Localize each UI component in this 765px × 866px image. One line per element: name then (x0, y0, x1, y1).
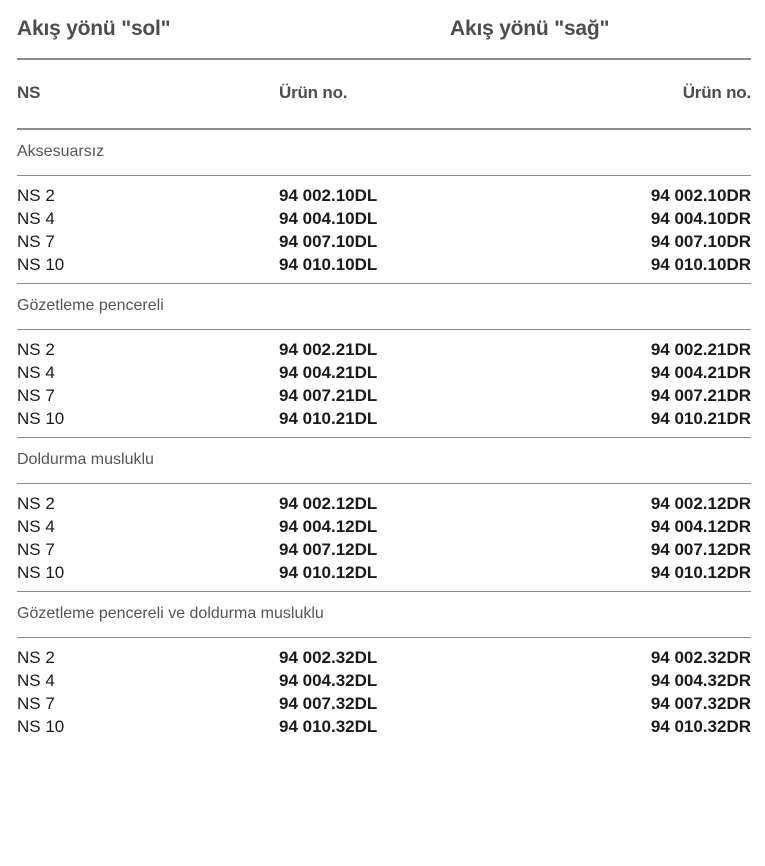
table-row (17, 492, 751, 515)
product-table (17, 0, 751, 745)
table-row (17, 715, 751, 738)
left-product-no: 94 010.32DL (279, 717, 378, 736)
ns-column-header: NS (17, 83, 41, 102)
left-product-no: 94 007.12DL (279, 540, 378, 559)
left-product-no: 94 004.21DL (279, 363, 378, 382)
left-product-no: 94 002.21DL (279, 340, 378, 359)
table-row (17, 338, 751, 361)
left-product-no: 94 004.10DL (279, 209, 378, 228)
right-product-no: 94 007.12DR (650, 540, 751, 559)
right-product-no: 94 010.10DR (650, 255, 751, 274)
right-product-no: 94 007.10DR (650, 232, 751, 251)
left-product-no: 94 010.21DL (279, 409, 378, 428)
left-product-no: 94 002.32DL (279, 648, 378, 667)
product-group (17, 284, 751, 438)
right-product-no: 94 010.12DR (650, 563, 751, 582)
product-group (17, 592, 751, 745)
table-row (17, 184, 751, 207)
ns-cell: NS 10 (17, 563, 65, 582)
ns-cell: NS 7 (17, 232, 55, 251)
right-product-no: 94 010.21DR (650, 409, 751, 428)
ns-cell: NS 7 (17, 386, 55, 405)
right-product-no: 94 004.12DR (650, 517, 751, 536)
right-product-no: 94 004.21DR (650, 363, 751, 382)
table-row (17, 384, 751, 407)
group-title: Gözetleme pencereli (17, 284, 751, 330)
group-rows (17, 176, 751, 284)
group-rows (17, 330, 751, 438)
product-group (17, 130, 751, 284)
right-product-no: 94 007.21DR (650, 386, 751, 405)
left-product-no: 94 010.12DL (279, 563, 378, 582)
group-rows (17, 484, 751, 592)
left-product-no: 94 002.12DL (279, 494, 378, 513)
table-row (17, 361, 751, 384)
ns-cell: NS 4 (17, 209, 55, 228)
right-product-no: 94 004.10DR (650, 209, 751, 228)
right-product-no: 94 002.32DR (650, 648, 751, 667)
column-headers (17, 60, 751, 130)
ns-cell: NS 4 (17, 363, 55, 382)
ns-cell: NS 4 (17, 671, 55, 690)
product-group (17, 438, 751, 592)
left-product-no: 94 007.10DL (279, 232, 378, 251)
ns-cell: NS 2 (17, 186, 55, 205)
ns-cell: NS 10 (17, 717, 65, 736)
ns-cell: NS 7 (17, 540, 55, 559)
table-row (17, 515, 751, 538)
ns-cell: NS 2 (17, 494, 55, 513)
ns-cell: NS 10 (17, 255, 65, 274)
ns-cell: NS 4 (17, 517, 55, 536)
product-groups (17, 130, 751, 745)
group-rows (17, 638, 751, 745)
table-row (17, 646, 751, 669)
left-product-no: 94 010.10DL (279, 255, 378, 274)
table-row (17, 407, 751, 430)
left-product-no: 94 007.32DL (279, 694, 378, 713)
ns-cell: NS 2 (17, 648, 55, 667)
left-product-no-header: Ürün no. (279, 83, 348, 102)
table-row (17, 253, 751, 276)
right-product-no: 94 002.12DR (650, 494, 751, 513)
ns-cell: NS 2 (17, 340, 55, 359)
left-product-no: 94 007.21DL (279, 386, 378, 405)
group-title: Doldurma musluklu (17, 438, 751, 484)
left-product-no: 94 004.12DL (279, 517, 378, 536)
table-row (17, 692, 751, 715)
group-title: Gözetleme pencereli ve doldurma musluklu (17, 592, 751, 638)
table-row (17, 230, 751, 253)
ns-cell: NS 10 (17, 409, 65, 428)
table-row (17, 561, 751, 584)
right-product-no: 94 010.32DR (650, 717, 751, 736)
left-product-no: 94 002.10DL (279, 186, 378, 205)
right-product-no: 94 004.32DR (650, 671, 751, 690)
ns-cell: NS 7 (17, 694, 55, 713)
group-title: Aksesuarsız (17, 130, 751, 176)
left-product-no: 94 004.32DL (279, 671, 378, 690)
flow-right-title: Akış yönü "sağ" (450, 17, 610, 40)
right-product-no: 94 007.32DR (650, 694, 751, 713)
flow-direction-titles (17, 0, 751, 60)
right-product-no: 94 002.21DR (650, 340, 751, 359)
table-row (17, 207, 751, 230)
table-row (17, 538, 751, 561)
flow-left-title: Akış yönü "sol" (17, 17, 171, 40)
right-product-no-header: Ürün no. (682, 83, 751, 102)
right-product-no: 94 002.10DR (650, 186, 751, 205)
table-row (17, 669, 751, 692)
